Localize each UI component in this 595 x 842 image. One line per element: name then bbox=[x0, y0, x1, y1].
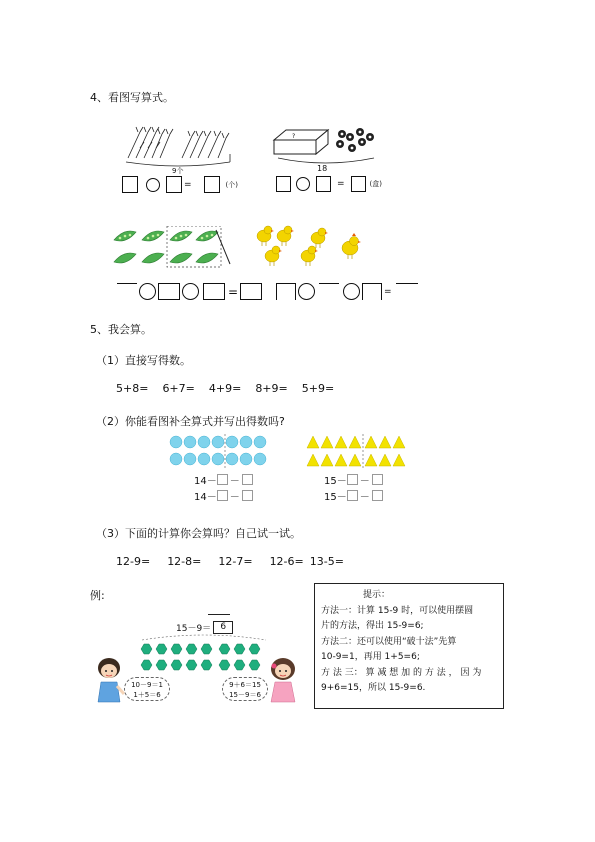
left-equation-2: 14－ － bbox=[194, 488, 253, 503]
problem-item: 13-5= bbox=[309, 555, 344, 568]
answer-box[interactable] bbox=[240, 283, 262, 300]
problem-item: 12-6= bbox=[269, 555, 304, 568]
answer-box[interactable] bbox=[217, 490, 228, 501]
operator-circle[interactable] bbox=[343, 283, 360, 300]
carrot-icon bbox=[128, 127, 229, 158]
answer-box[interactable] bbox=[276, 283, 296, 300]
light-dots-figure bbox=[168, 434, 272, 468]
chicks-illustration bbox=[252, 222, 368, 268]
hint-line: 方法一：计算 15-9 时，可以使用摆圆 bbox=[321, 605, 474, 616]
operator-circle[interactable] bbox=[139, 283, 156, 300]
q5-part2-title: （2）你能看图补全算式并写出得数吗? bbox=[96, 415, 285, 428]
answer-box[interactable] bbox=[203, 283, 225, 300]
hint-line: 9+6=15，所以 15-9=6. bbox=[321, 683, 426, 693]
answer-box[interactable] bbox=[351, 176, 366, 192]
left-equation-1: 14－ － bbox=[194, 472, 253, 487]
hint-line: 方法二：还可以使用“破十法”先算 bbox=[321, 636, 457, 647]
q5-part3-items bbox=[116, 555, 344, 568]
answer-box[interactable] bbox=[217, 474, 228, 485]
box-icon bbox=[274, 130, 328, 154]
operator-circle[interactable] bbox=[146, 178, 160, 192]
answer-line bbox=[208, 614, 230, 615]
right-equation-1: 15－ － bbox=[324, 472, 383, 487]
answer-box[interactable] bbox=[396, 283, 418, 300]
problem-item: 5+8= bbox=[116, 382, 149, 395]
problem-item: 8+9= bbox=[255, 382, 288, 395]
answer-box[interactable] bbox=[158, 283, 180, 300]
example-label: 例: bbox=[90, 589, 105, 602]
dot-icon bbox=[170, 436, 266, 465]
hint-title: 提示： bbox=[363, 590, 391, 600]
carrot-equation: = (个) bbox=[122, 176, 238, 193]
answer-box[interactable] bbox=[204, 176, 220, 193]
problem-item: 12-9= bbox=[116, 555, 151, 568]
dot-icon bbox=[141, 644, 260, 670]
problem-item: 12-7= bbox=[218, 555, 253, 568]
box-unit: (盒) bbox=[369, 180, 383, 188]
operator-circle[interactable] bbox=[182, 283, 199, 300]
q5-part1-title: （1）直接写得数。 bbox=[96, 354, 191, 367]
peas-equation: = bbox=[117, 283, 262, 300]
girl-icon bbox=[266, 656, 300, 704]
chicks-equation: = bbox=[276, 283, 418, 300]
operator-circle[interactable] bbox=[296, 177, 310, 191]
hint-line: 片的方法，得出 15-9=6; bbox=[321, 621, 424, 631]
problem-item: 4+9= bbox=[208, 382, 242, 395]
problem-item: 6+7= bbox=[162, 382, 195, 395]
operator-circle[interactable] bbox=[298, 283, 315, 300]
answer-box[interactable] bbox=[372, 490, 383, 501]
answer-box[interactable] bbox=[372, 474, 383, 485]
q5-title: 5、我会算。 bbox=[90, 323, 152, 336]
answer-box[interactable] bbox=[122, 176, 138, 193]
problem-item: 5+9= bbox=[301, 382, 335, 395]
peas-illustration bbox=[112, 226, 236, 268]
triangles-figure bbox=[306, 434, 412, 468]
boy-icon bbox=[92, 656, 126, 704]
svg-text:?: ? bbox=[292, 133, 296, 140]
hint-box bbox=[314, 583, 504, 709]
box-equation: = (盒) bbox=[276, 176, 382, 192]
answer-box[interactable] bbox=[319, 283, 339, 300]
q5-part3-title: （3）下面的计算你会算吗？自己试一试。 bbox=[96, 527, 301, 540]
boy-speech-bubble: 10－9＝1 1＋5＝6 bbox=[124, 677, 170, 701]
girl-speech-bubble: 9＋6＝15 15－9＝6 bbox=[222, 677, 268, 701]
carrot-label: 9个 bbox=[172, 167, 184, 175]
answer-box[interactable] bbox=[276, 176, 291, 192]
problem-item: 12-8= bbox=[167, 555, 202, 568]
answer-box[interactable] bbox=[242, 490, 253, 501]
answer-box[interactable] bbox=[316, 176, 331, 192]
box-label: 18 bbox=[317, 164, 328, 173]
answer-box[interactable] bbox=[166, 176, 182, 193]
answer-box[interactable] bbox=[242, 474, 253, 485]
right-equation-2: 15－ － bbox=[324, 488, 383, 503]
q4-title: 4、看图写算式。 bbox=[90, 91, 174, 104]
answer-box[interactable] bbox=[347, 490, 358, 501]
carrot-unit: (个) bbox=[225, 180, 239, 189]
donut-icon bbox=[336, 128, 374, 152]
hint-line: 方 法 三： 算 减 想 加 的 方 法 ， 因 为 bbox=[321, 667, 482, 678]
answer-box[interactable] bbox=[347, 474, 358, 485]
green-dots-figure bbox=[138, 632, 270, 672]
hint-line: 10-9=1，再用 1+5=6; bbox=[321, 652, 420, 662]
example-equation: 15－9＝ 6 bbox=[176, 621, 233, 634]
triangle-icon bbox=[307, 436, 405, 466]
example-answer: 6 bbox=[213, 621, 233, 634]
answer-box[interactable] bbox=[117, 283, 137, 300]
q5-part1-items bbox=[116, 382, 334, 395]
answer-box[interactable] bbox=[362, 283, 382, 300]
